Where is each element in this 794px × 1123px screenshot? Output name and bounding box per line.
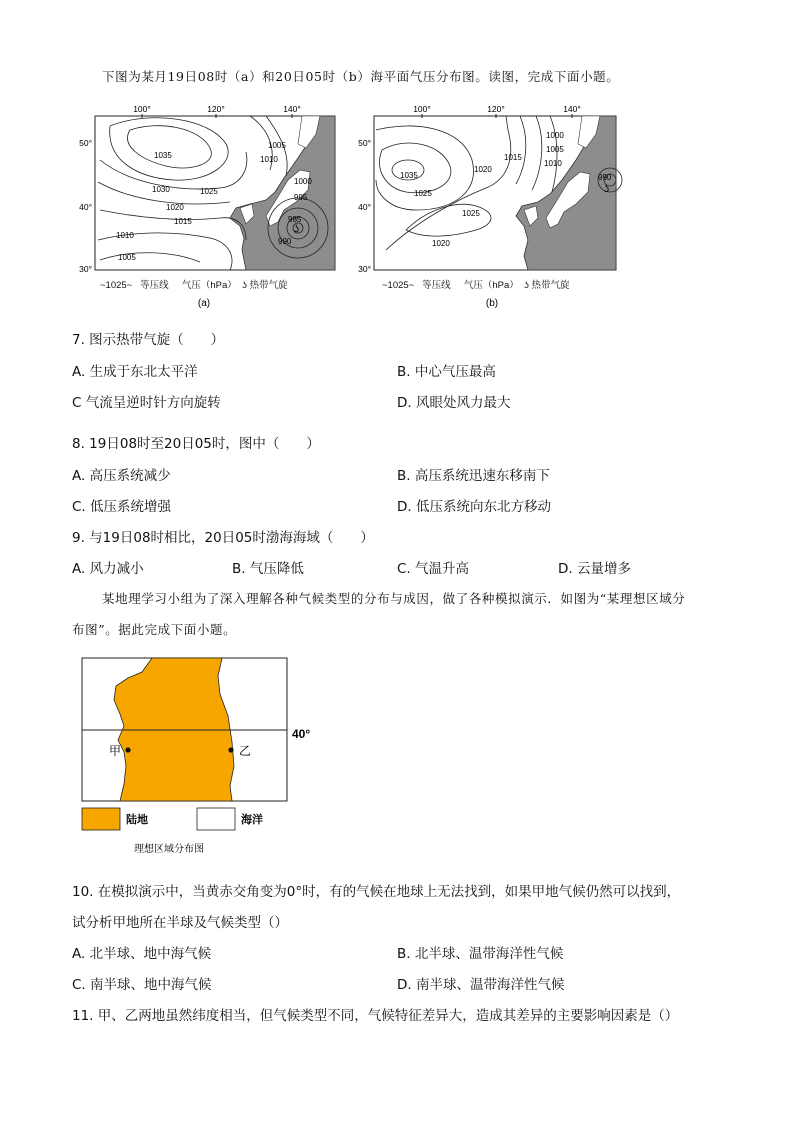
cyclone-legend-label: 热带气旋: [531, 280, 570, 291]
isobar-symbol: ~1025~: [100, 280, 133, 291]
q9-option-d[interactable]: D. 云量增多: [558, 561, 631, 577]
intro-text-2-line1: 某地理学习小组为了深入理解各种气候类型的分布与成因，做了各种模拟演示．如图为“某理想区域分: [102, 591, 686, 606]
isobar-label: 990: [598, 173, 612, 182]
isobar-label: 1020: [474, 165, 492, 174]
q8-option-b[interactable]: B. 高压系统迅速东移南下: [397, 468, 550, 484]
intro-text-1: 下图为某月19日08时（a）和20日05时（b）海平面气压分布图。读图，完成下面小题。: [102, 69, 620, 84]
legend-sea-label: 海洋: [241, 814, 263, 826]
isobar-label: 1000: [546, 131, 564, 140]
q10-option-c[interactable]: C. 南半球、地中海气候: [72, 977, 212, 993]
cyclone-icon: ʖ: [524, 280, 529, 291]
q10-option-a[interactable]: A. 北半球、地中海气候: [72, 946, 212, 962]
cyclone-legend-label: 热带气旋: [249, 280, 288, 291]
lat-label: 30°: [79, 264, 92, 274]
lat-label: 50°: [79, 138, 92, 148]
isobar-label: 1015: [504, 153, 522, 162]
q7-option-a[interactable]: A. 生成于东北太平洋: [72, 364, 198, 380]
isobar-label: 1000: [294, 177, 312, 186]
isobar-symbol: ~1025~: [382, 280, 415, 291]
legend-b: [382, 277, 569, 291]
question-10-stem-line1: 10. 在模拟演示中，当黄赤交角变为0°时，有的气候在地球上无法找到，如果甲地气候仍然可以找到，: [72, 884, 681, 900]
isobar-label: 985: [288, 215, 302, 224]
q7-option-b[interactable]: B. 中心气压最高: [397, 364, 496, 380]
legend-land-label: 陆地: [126, 814, 148, 826]
isobar-label: 1035: [154, 151, 172, 160]
lat-label: 50°: [358, 138, 371, 148]
isobar-legend-label: 等压线: [422, 280, 451, 291]
q9-option-a[interactable]: A. 风力减小: [72, 561, 144, 577]
q9-option-c[interactable]: C. 气温升高: [397, 561, 470, 577]
ideal-region-map: [80, 656, 330, 856]
q7-option-c[interactable]: C 气流呈逆时针方向旋转: [72, 395, 221, 411]
isobar-label: 1025: [414, 189, 432, 198]
q10-option-d[interactable]: D. 南半球、温带海洋性气候: [397, 977, 565, 993]
isobar-label: 1035: [400, 171, 418, 180]
q8-option-c[interactable]: C. 低压系统增强: [72, 499, 172, 515]
question-11-stem: 11. 甲、乙两地虽然纬度相当，但气候类型不同，气候特征差异大，造成其差异的主要影响因素是（）: [72, 1008, 679, 1024]
lon-label: 120°: [487, 104, 505, 114]
cyclone-icon: ʖ: [242, 280, 247, 291]
lat-label: 40°: [79, 202, 92, 212]
isobar-label: 1030: [152, 185, 170, 194]
lon-label: 120°: [207, 104, 225, 114]
question-10-stem-line2: 试分析甲地所在半球及气候类型（）: [72, 915, 288, 931]
ideal-map-caption: 理想区域分布图: [134, 844, 204, 855]
isobar-label: 1020: [166, 203, 184, 212]
isobar-label: 1025: [462, 209, 480, 218]
isobar-label: 1015: [174, 217, 192, 226]
isobar-label: 990: [278, 237, 292, 246]
question-7-stem: 7. 图示热带气旋（ ）: [72, 332, 225, 348]
q7-option-d[interactable]: D. 风眼处风力最大: [397, 395, 511, 411]
cyclone-icon: ʖ: [294, 224, 299, 235]
point-yi-label: 乙: [239, 744, 252, 758]
lon-label: 140°: [563, 104, 581, 114]
isobar-label: 1005: [268, 141, 286, 150]
question-8-stem: 8. 19日08时至20日05时，图中（ ）: [72, 436, 320, 452]
isobar-label: 1010: [260, 155, 278, 164]
isobar-label: 1025: [200, 187, 218, 196]
isobar-label: 1005: [118, 253, 136, 262]
cyclone-icon: ʖ: [604, 184, 609, 195]
isobar-label: 1010: [544, 159, 562, 168]
point-jia-label: 甲: [109, 744, 122, 758]
question-9-stem: 9. 与19日08时相比，20日05时渤海海域（ ）: [72, 530, 374, 546]
q8-option-a[interactable]: A. 高压系统减少: [72, 468, 171, 484]
isobar-label: 995: [294, 193, 308, 202]
q8-option-d[interactable]: D. 低压系统向东北方移动: [397, 499, 551, 515]
isobar-label: 1005: [546, 145, 564, 154]
isobar-legend-label: 等压线: [140, 280, 169, 291]
lon-label: 100°: [133, 104, 151, 114]
lat-label: 30°: [358, 264, 371, 274]
intro-text-2-line2: 布图”。据此完成下面小题。: [72, 622, 237, 637]
latitude-40-label: 40°: [292, 727, 311, 741]
pressure-legend-label: 气压（hPa）: [181, 280, 237, 291]
legend-a: [100, 277, 287, 291]
lon-label: 140°: [283, 104, 301, 114]
q10-option-b[interactable]: B. 北半球、温带海洋性气候: [397, 946, 564, 962]
lon-label: 100°: [413, 104, 431, 114]
map-caption-a: (a): [197, 298, 211, 309]
map-caption-b: (b): [485, 298, 499, 309]
isobar-label: 1020: [432, 239, 450, 248]
q9-option-b[interactable]: B. 气压降低: [232, 561, 304, 577]
pressure-legend-label: 气压（hPa）: [463, 280, 519, 291]
isobar-label: 1010: [116, 231, 134, 240]
lat-label: 40°: [358, 202, 371, 212]
